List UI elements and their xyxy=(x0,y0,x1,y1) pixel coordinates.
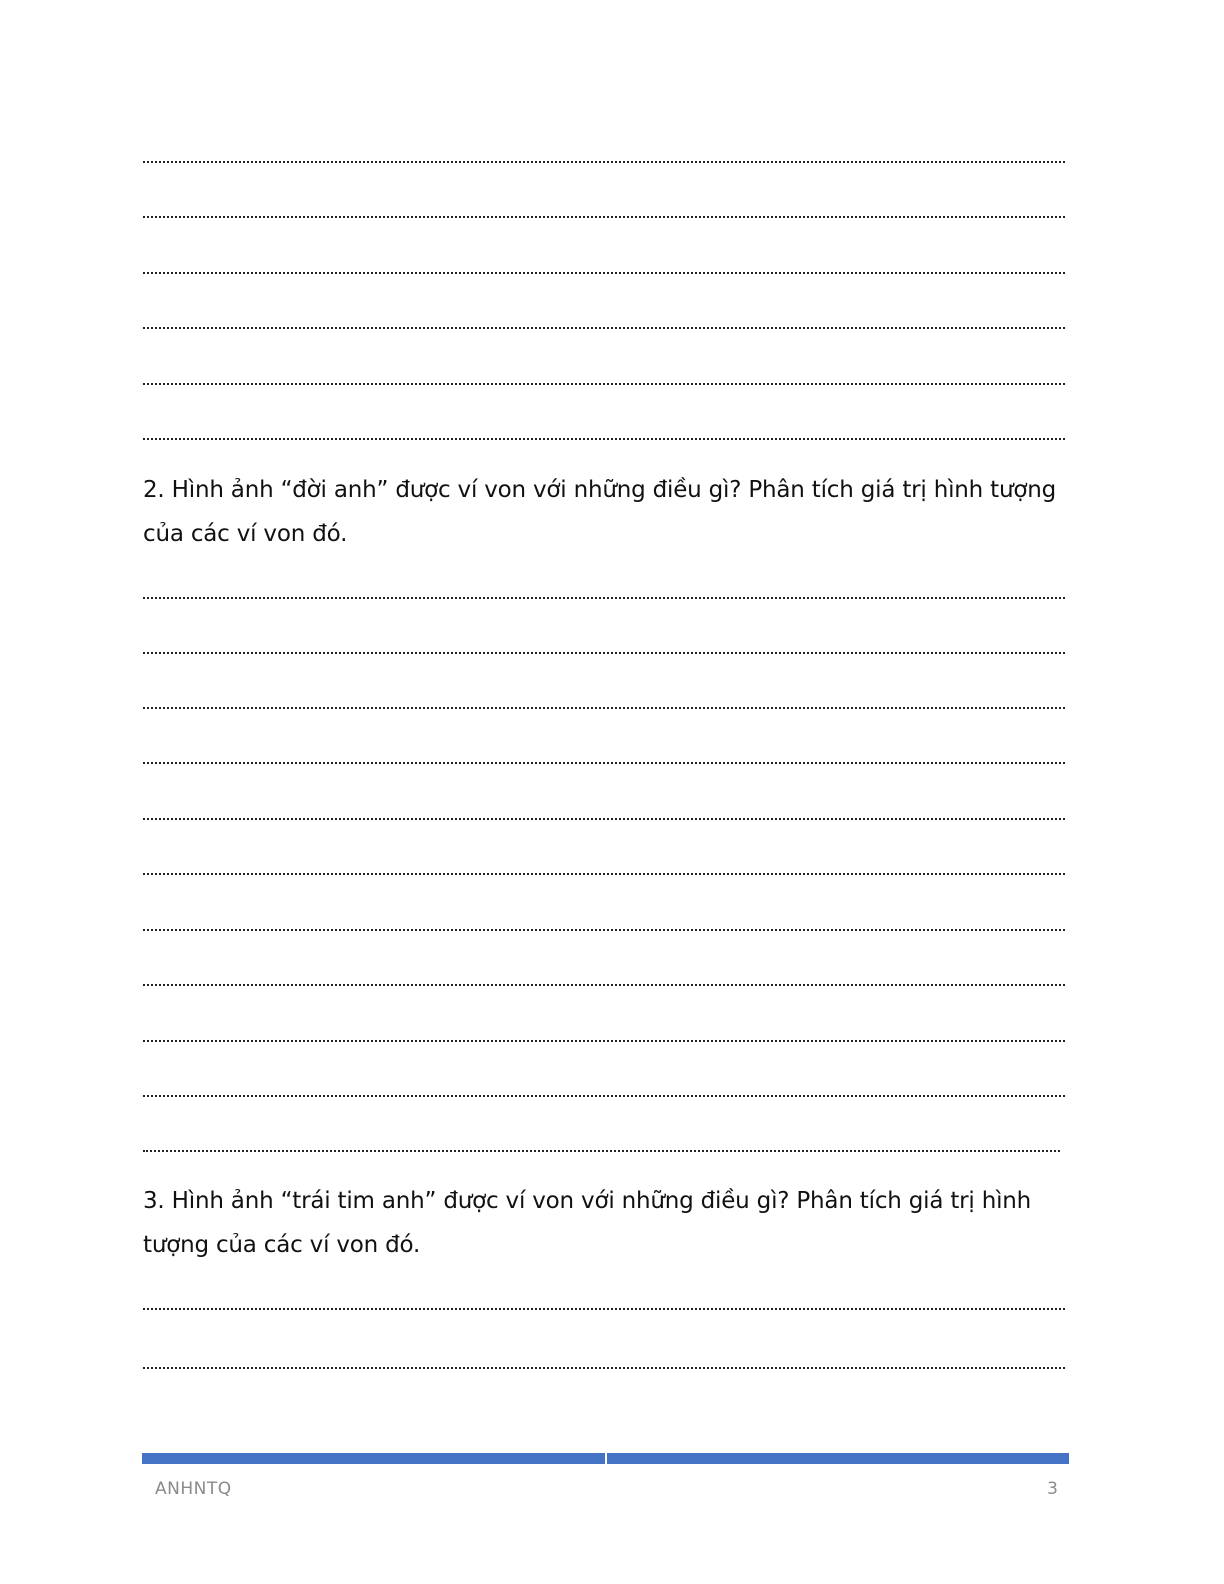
answer-line[interactable] xyxy=(143,327,1065,329)
answer-line[interactable] xyxy=(143,984,1065,986)
question-3 xyxy=(143,1179,1078,1267)
footer-author: ANHNTQ xyxy=(155,1479,232,1499)
page-number: 3 xyxy=(1047,1479,1058,1499)
question-3-line-2: tượng của các ví von đó. xyxy=(143,1232,421,1258)
answer-line[interactable] xyxy=(143,929,1065,931)
answer-line[interactable] xyxy=(143,873,1065,875)
footer-divider-left xyxy=(142,1453,605,1464)
answer-line[interactable] xyxy=(143,272,1065,274)
answer-line[interactable] xyxy=(143,762,1065,764)
answer-line[interactable] xyxy=(143,652,1065,654)
question-3-line-1: 3. Hình ảnh “trái tim anh” được ví von với những điều gì? Phân tích giá trị hình xyxy=(143,1188,1032,1214)
answer-line[interactable] xyxy=(143,707,1065,709)
answer-line[interactable] xyxy=(143,216,1065,218)
answer-line[interactable] xyxy=(143,1367,1065,1369)
question-2 xyxy=(143,468,1078,556)
footer-divider-right xyxy=(607,1453,1069,1464)
answer-line[interactable] xyxy=(143,597,1065,599)
question-2-line-1: 2. Hình ảnh “đời anh” được ví von với những điều gì? Phân tích giá trị hình tượng xyxy=(143,477,1056,503)
answer-line[interactable] xyxy=(143,818,1065,820)
answer-line[interactable] xyxy=(143,383,1065,385)
answer-line[interactable] xyxy=(143,1095,1065,1097)
answer-line[interactable] xyxy=(143,1308,1065,1310)
answer-line[interactable] xyxy=(143,438,1065,440)
question-2-line-2: của các ví von đó. xyxy=(143,521,348,547)
answer-line[interactable] xyxy=(143,161,1065,163)
answer-line[interactable] xyxy=(143,1150,1060,1152)
answer-line[interactable] xyxy=(143,1040,1065,1042)
